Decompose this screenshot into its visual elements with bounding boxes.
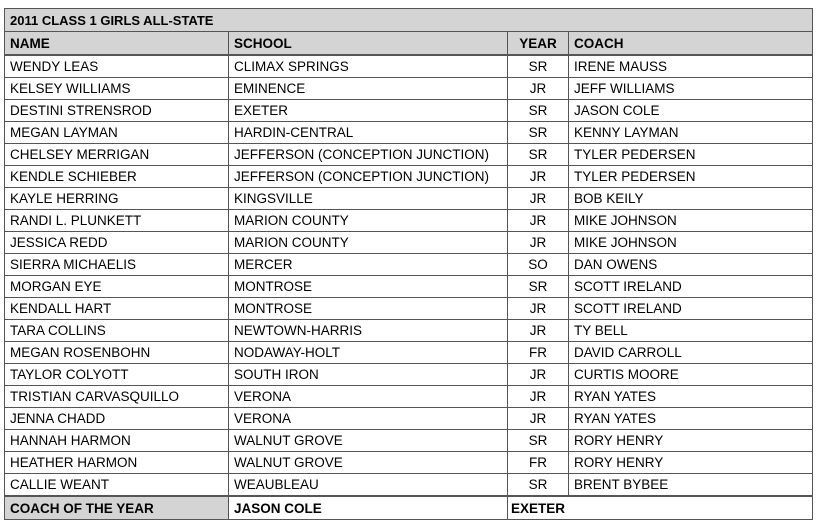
school-cell: EXETER (229, 100, 508, 122)
name-cell: JESSICA REDD (5, 232, 229, 254)
name-cell: HANNAH HARMON (5, 430, 229, 452)
coach-of-the-year-school: EXETER (508, 496, 813, 520)
coach-cell: RORY HENRY (569, 430, 813, 452)
school-cell: MERCER (229, 254, 508, 276)
coach-cell: MIKE JOHNSON (569, 232, 813, 254)
year-cell: JR (508, 166, 569, 188)
column-header-school: SCHOOL (229, 32, 508, 56)
column-header-year: YEAR (508, 32, 569, 56)
table-row (5, 430, 813, 452)
name-cell: CALLIE WEANT (5, 474, 229, 497)
school-cell: VERONA (229, 386, 508, 408)
name-cell: HEATHER HARMON (5, 452, 229, 474)
coach-of-the-year-name: JASON COLE (229, 496, 508, 520)
name-cell: DESTINI STRENSROD (5, 100, 229, 122)
year-cell: JR (508, 78, 569, 100)
table-row (5, 298, 813, 320)
table-row (5, 55, 813, 78)
table-body (5, 55, 813, 496)
table-row (5, 232, 813, 254)
year-cell: JR (508, 210, 569, 232)
coach-cell: KENNY LAYMAN (569, 122, 813, 144)
coach-cell: SCOTT IRELAND (569, 276, 813, 298)
year-cell: JR (508, 408, 569, 430)
coach-cell: TYLER PEDERSEN (569, 166, 813, 188)
table-row (5, 78, 813, 100)
coach-cell: TYLER PEDERSEN (569, 144, 813, 166)
school-cell: NEWTOWN-HARRIS (229, 320, 508, 342)
coach-cell: MIKE JOHNSON (569, 210, 813, 232)
table-row (5, 408, 813, 430)
school-cell: JEFFERSON (CONCEPTION JUNCTION) (229, 166, 508, 188)
name-cell: JENNA CHADD (5, 408, 229, 430)
coach-cell: TY BELL (569, 320, 813, 342)
name-cell: KELSEY WILLIAMS (5, 78, 229, 100)
year-cell: JR (508, 232, 569, 254)
year-cell: JR (508, 364, 569, 386)
school-cell: MONTROSE (229, 298, 508, 320)
table-row (5, 122, 813, 144)
table-row (5, 276, 813, 298)
table-row (5, 166, 813, 188)
year-cell: FR (508, 452, 569, 474)
year-cell: SR (508, 122, 569, 144)
name-cell: KENDALL HART (5, 298, 229, 320)
coach-of-the-year-label: COACH OF THE YEAR (5, 496, 229, 520)
year-cell: JR (508, 188, 569, 210)
year-cell: SR (508, 100, 569, 122)
all-state-sheet (4, 8, 812, 520)
school-cell: EMINENCE (229, 78, 508, 100)
coach-of-the-year-row (5, 496, 813, 520)
coach-cell: DAN OWENS (569, 254, 813, 276)
coach-cell: JEFF WILLIAMS (569, 78, 813, 100)
table-row (5, 100, 813, 122)
coach-cell: IRENE MAUSS (569, 55, 813, 78)
table-row (5, 452, 813, 474)
coach-cell: DAVID CARROLL (569, 342, 813, 364)
year-cell: JR (508, 320, 569, 342)
table-row (5, 210, 813, 232)
name-cell: MEGAN LAYMAN (5, 122, 229, 144)
table-row (5, 474, 813, 497)
coach-cell: RYAN YATES (569, 408, 813, 430)
name-cell: WENDY LEAS (5, 55, 229, 78)
year-cell: SR (508, 55, 569, 78)
name-cell: RANDI L. PLUNKETT (5, 210, 229, 232)
table-row (5, 188, 813, 210)
school-cell: HARDIN-CENTRAL (229, 122, 508, 144)
school-cell: SOUTH IRON (229, 364, 508, 386)
title-row (5, 9, 813, 32)
column-header-name: NAME (5, 32, 229, 56)
school-cell: MONTROSE (229, 276, 508, 298)
coach-cell: JASON COLE (569, 100, 813, 122)
school-cell: KINGSVILLE (229, 188, 508, 210)
year-cell: SR (508, 474, 569, 497)
table-row (5, 386, 813, 408)
name-cell: TARA COLLINS (5, 320, 229, 342)
name-cell: TAYLOR COLYOTT (5, 364, 229, 386)
school-cell: WALNUT GROVE (229, 430, 508, 452)
name-cell: MORGAN EYE (5, 276, 229, 298)
table-row (5, 320, 813, 342)
year-cell: SR (508, 144, 569, 166)
table-row (5, 342, 813, 364)
year-cell: SO (508, 254, 569, 276)
table-title: 2011 CLASS 1 GIRLS ALL-STATE (5, 9, 813, 32)
school-cell: WEAUBLEAU (229, 474, 508, 497)
name-cell: KENDLE SCHIEBER (5, 166, 229, 188)
school-cell: WALNUT GROVE (229, 452, 508, 474)
year-cell: JR (508, 298, 569, 320)
header-row (5, 32, 813, 56)
school-cell: NODAWAY-HOLT (229, 342, 508, 364)
name-cell: TRISTIAN CARVASQUILLO (5, 386, 229, 408)
year-cell: FR (508, 342, 569, 364)
coach-cell: CURTIS MOORE (569, 364, 813, 386)
coach-cell: SCOTT IRELAND (569, 298, 813, 320)
year-cell: JR (508, 386, 569, 408)
name-cell: SIERRA MICHAELIS (5, 254, 229, 276)
school-cell: MARION COUNTY (229, 232, 508, 254)
coach-cell: BRENT BYBEE (569, 474, 813, 497)
name-cell: MEGAN ROSENBOHN (5, 342, 229, 364)
table-row (5, 254, 813, 276)
coach-cell: RORY HENRY (569, 452, 813, 474)
coach-cell: BOB KEILY (569, 188, 813, 210)
table-row (5, 364, 813, 386)
school-cell: JEFFERSON (CONCEPTION JUNCTION) (229, 144, 508, 166)
column-header-coach: COACH (569, 32, 813, 56)
school-cell: MARION COUNTY (229, 210, 508, 232)
school-cell: CLIMAX SPRINGS (229, 55, 508, 78)
all-state-table (4, 8, 813, 520)
year-cell: SR (508, 430, 569, 452)
name-cell: KAYLE HERRING (5, 188, 229, 210)
coach-cell: RYAN YATES (569, 386, 813, 408)
table-row (5, 144, 813, 166)
school-cell: VERONA (229, 408, 508, 430)
year-cell: SR (508, 276, 569, 298)
name-cell: CHELSEY MERRIGAN (5, 144, 229, 166)
